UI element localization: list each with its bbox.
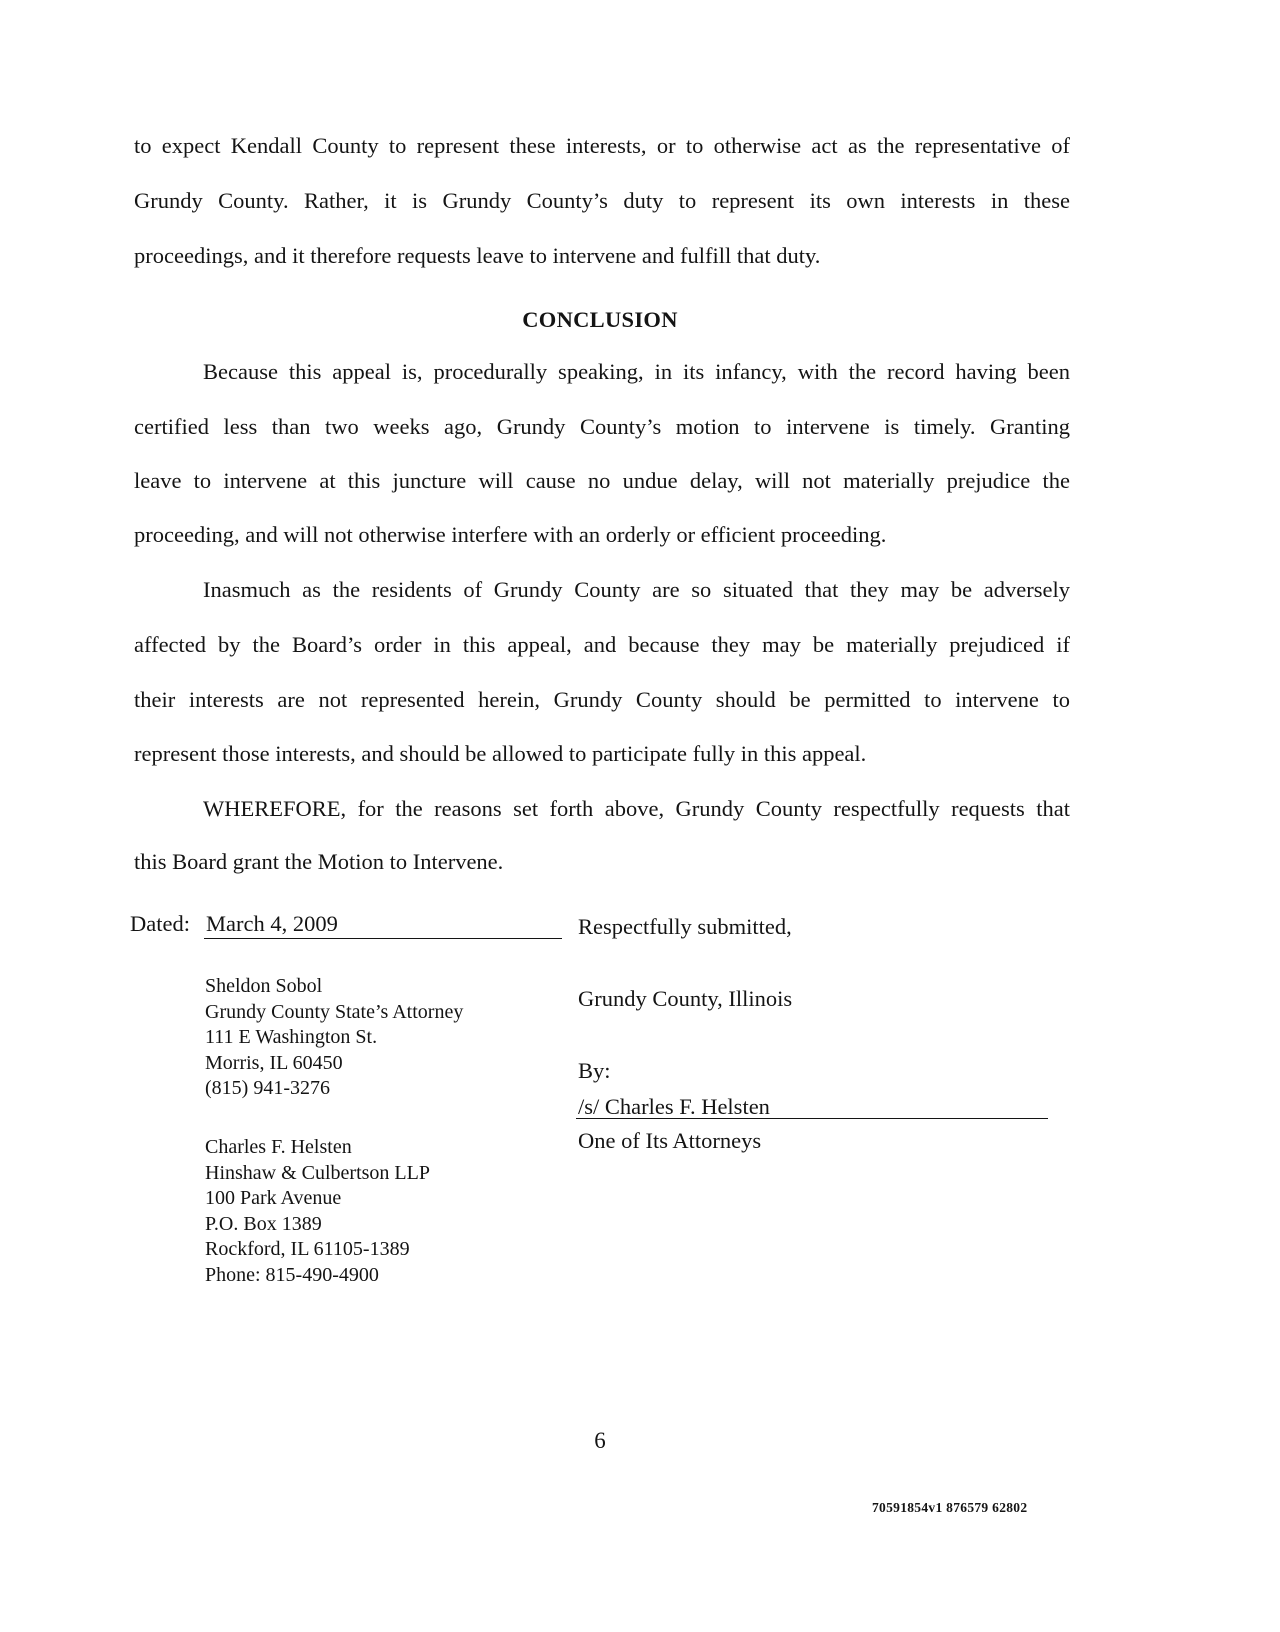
section-heading: CONCLUSION [522, 307, 678, 332]
counsel-line: Morris, IL 60450 [205, 1051, 343, 1074]
counsel-line: P.O. Box 1389 [205, 1212, 322, 1235]
body-line: this Board grant the Motion to Intervene. [134, 849, 504, 874]
signer-title: One of Its Attorneys [578, 1128, 762, 1153]
counsel-line: Charles F. Helsten [205, 1136, 352, 1158]
body-line: to expect Kendall County to represent these interests, or to otherwise act as the representative of [134, 133, 1070, 158]
counsel-block [205, 1135, 430, 1288]
counsel-line: (815) 941-3276 [205, 1077, 330, 1099]
electronic-signature: /s/ Charles F. Helsten [578, 1094, 770, 1119]
counsel-line: 100 Park Avenue [205, 1187, 342, 1209]
body-line: leave to intervene at this juncture will cause no undue delay, will not materially prejudice the [134, 468, 1070, 493]
body-line: Because this appeal is, procedurally speaking, in its infancy, with the record having been [203, 359, 1070, 384]
counsel-line: Grundy County State’s Attorney [205, 1000, 464, 1023]
body-line: proceedings, and it therefore requests leave to intervene and fulfill that duty. [134, 243, 821, 268]
counsel-line: 111 E Washington St. [205, 1026, 378, 1048]
dated-value: March 4, 2009 [206, 911, 338, 936]
signature-line [576, 1118, 1048, 1119]
counsel-block [205, 974, 463, 1102]
page-number: 6 [594, 1428, 606, 1453]
body-line: WHEREFORE, for the reasons set forth above, Grundy County respectfully requests that [203, 796, 1070, 821]
body-line: proceeding, and will not otherwise interfere with an orderly or efficient proceeding. [134, 522, 887, 547]
document-id: 70591854v1 876579 62802 [872, 1500, 1028, 1515]
counsel-line: Sheldon Sobol [205, 975, 323, 997]
body-line: represent those interests, and should be allowed to participate fully in this appeal. [134, 741, 867, 766]
body-line: Inasmuch as the residents of Grundy County are so situated that they may be adversely [203, 577, 1070, 602]
counsel-line: Hinshaw & Culbertson LLP [205, 1161, 430, 1184]
body-line: affected by the Board’s order in this appeal, and because they may be materially prejudiced if [134, 632, 1070, 657]
body-line: Grundy County. Rather, it is Grundy County’s duty to represent its own interests in these [134, 188, 1070, 213]
respectfully-submitted: Respectfully submitted, [578, 914, 792, 939]
counsel-line: Rockford, IL 61105-1389 [205, 1238, 410, 1260]
counsel-line: Phone: 815-490-4900 [205, 1263, 379, 1286]
body-line: their interests are not represented herein, Grundy County should be permitted to intervene to [134, 687, 1070, 712]
date-underline [204, 938, 562, 939]
by-label: By: [578, 1058, 611, 1083]
body-line: certified less than two weeks ago, Grundy County’s motion to intervene is timely. Granting [134, 414, 1070, 439]
party-name: Grundy County, Illinois [578, 986, 793, 1011]
dated-label: Dated: [130, 911, 190, 936]
